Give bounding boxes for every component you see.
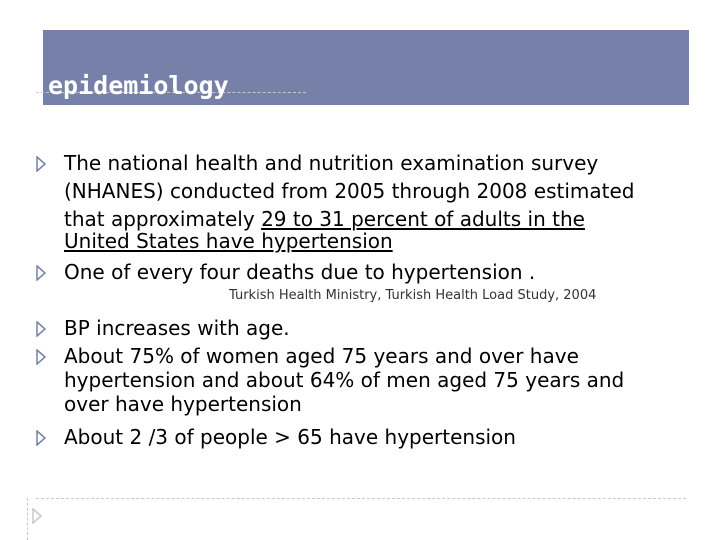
bullet-text-line: hypertension and about 64% of men aged 75 years and [64, 368, 625, 392]
triangle-right-icon [32, 508, 42, 524]
bullet-text-line: One of every four deaths due to hypertension . [64, 260, 536, 284]
triangle-right-icon [36, 321, 46, 337]
underlined-text: United States have hypertension [64, 229, 393, 253]
slide-title: epidemiology [48, 71, 229, 100]
triangle-right-icon [36, 430, 46, 446]
triangle-right-icon [36, 349, 46, 365]
bullet-text-fragment: that approximately [64, 207, 262, 231]
bullet-text-line: over have hypertension [64, 392, 302, 416]
bullet-text-line: (NHANES) conducted from 2005 through 2008 estimated [64, 179, 635, 203]
triangle-right-icon [36, 156, 46, 172]
triangle-right-icon [36, 265, 46, 281]
bullet-text-line: The national health and nutrition examination survey [64, 151, 599, 175]
bullet-text-line [64, 209, 694, 230]
footer-rule [36, 498, 686, 499]
footer-left-rule [27, 498, 28, 540]
bullet-text-line: BP increases with age. [64, 316, 290, 340]
bullet-text-line: About 2 /3 of people > 65 have hypertension [64, 425, 516, 449]
bullet-text-line: About 75% of women aged 75 years and over have [64, 344, 579, 368]
citation: Turkish Health Ministry, Turkish Health Load Study, 2004 [229, 288, 597, 303]
underlined-text: 29 to 31 percent of adults in the [261, 207, 585, 231]
